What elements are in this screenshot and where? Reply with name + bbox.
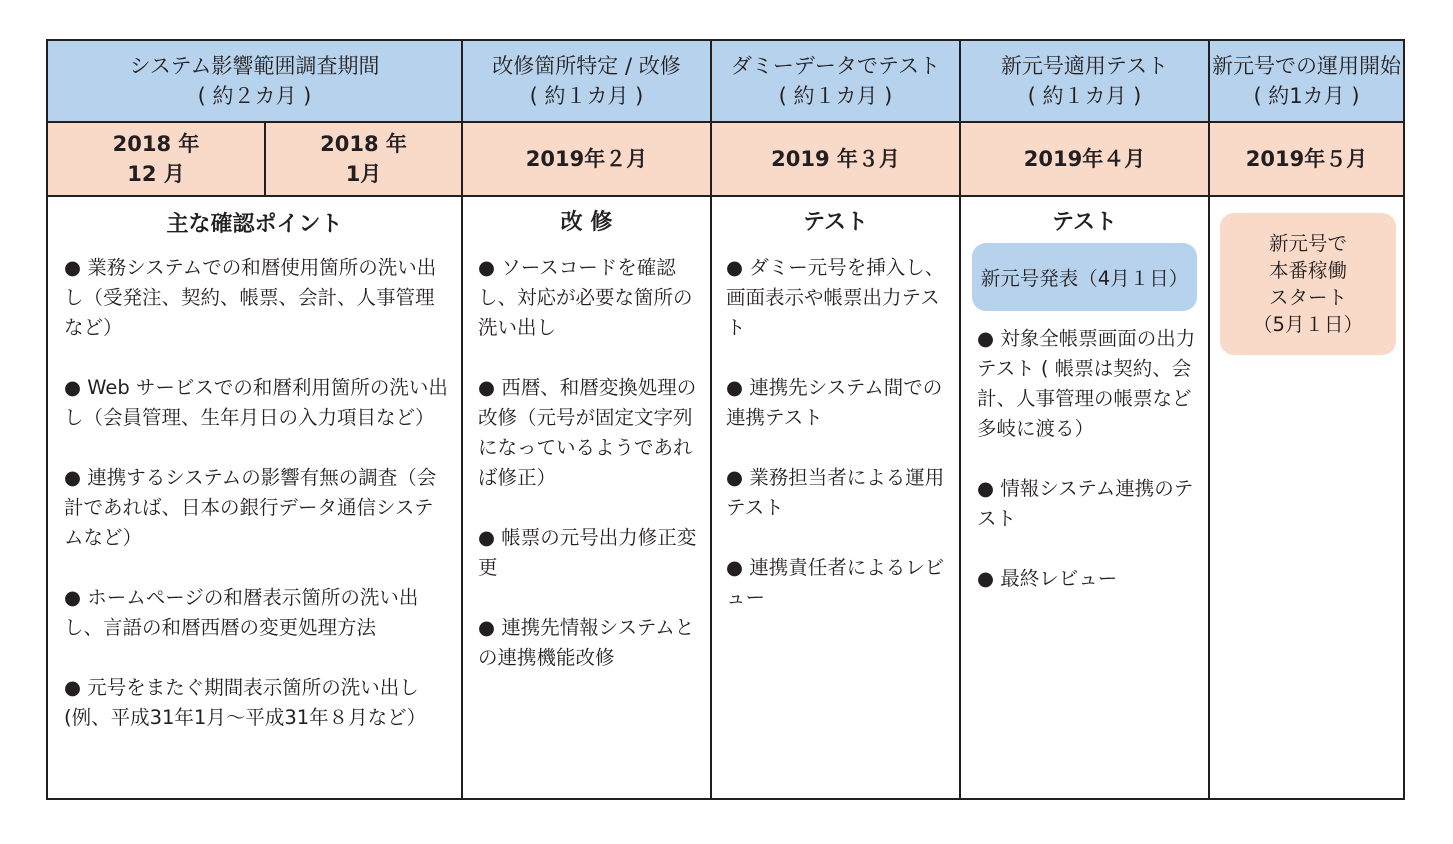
date-label: 2019 年３月 (771, 147, 900, 171)
list-item: ● 連携先情報システムとの連携機能改修 (478, 613, 702, 673)
list-item: ● 西暦、和暦変換処理の改修（元号が固定文字列になっているようであれば修正） (478, 373, 702, 493)
list-item: ● 連携するシステムの影響有無の調査（会計であれば、日本の銀行データ通信システムなど） (64, 463, 452, 553)
list-item: ● 対象全帳票画面の出力テスト ( 帳票は契約、会計、人事管理の帳票など多岐に渡る） (977, 324, 1203, 444)
header-cell-modify (463, 41, 710, 121)
list-item: ● 最終レビュー (977, 564, 1203, 594)
header-duration: ( 約１カ月 ) (778, 84, 893, 108)
schedule-table (46, 39, 1405, 800)
header-title: 改修箇所特定 / 改修 (492, 54, 681, 78)
column-title-check-points: 主な確認ポイント (166, 212, 343, 237)
list-item: ● ダミー元号を挿入し、画面表示や帳票出力テスト (726, 253, 952, 343)
list-item: ● 業務担当者による運用テスト (726, 463, 952, 523)
date-year: 2018 年 (112, 132, 200, 156)
header-title: システム影響範囲調査期間 (129, 54, 380, 78)
list-item: ● 元号をまたぐ期間表示箇所の洗い出し(例、平成31年1月～平成31年８月など） (64, 673, 452, 733)
date-cell-feb-2019 (463, 123, 710, 195)
date-month: 1月 (345, 162, 382, 186)
list-item: ● Web サービスでの和暦利用箇所の洗い出し（会員管理、生年月日の入力項目など） (64, 373, 452, 433)
header-title: 新元号での運用開始 (1212, 54, 1401, 78)
badge-line: スタート (1268, 286, 1347, 309)
date-cell-dec-2018 (48, 123, 264, 195)
column-title-modify: 改 修 (560, 210, 613, 235)
modify-list (478, 253, 702, 703)
list-item: ● ホームページの和暦表示箇所の洗い出し、言語の和暦西暦の変更処理方法 (64, 583, 452, 643)
badge-line: （5月１日） (1253, 313, 1363, 336)
badge-line: 本番稼働 (1268, 259, 1347, 282)
list-item: ● 業務システムでの和暦使用箇所の洗い出し（受発注、契約、帳票、会計、人事管理など） (64, 253, 452, 343)
header-cell-dummy-test (712, 41, 959, 121)
new-era-test-list (977, 324, 1203, 624)
dummy-test-list (726, 253, 952, 643)
date-label: 2019年４月 (1023, 147, 1146, 171)
badge-line: 新元号で (1268, 232, 1347, 255)
header-duration: ( 約１カ月 ) (1027, 84, 1142, 108)
list-item: ● ソースコードを確認し、対応が必要な箇所の洗い出し (478, 253, 702, 343)
header-cell-new-era-test (961, 41, 1208, 121)
header-duration: ( 約１カ月 ) (529, 84, 644, 108)
header-duration: ( 約1カ月 ) (1253, 84, 1360, 108)
header-title: ダミーデータでテスト (730, 54, 941, 78)
column-title-dummy-test: テスト (802, 210, 869, 235)
header-duration: ( 約２カ月 ) (197, 84, 312, 108)
check-points-list (64, 253, 452, 763)
date-label: 2019年２月 (525, 147, 648, 171)
announcement-badge: 新元号発表（4月１日） (972, 243, 1197, 311)
go-live-badge (1220, 213, 1396, 355)
header-cell-operation-start (1210, 41, 1403, 121)
date-cell-mar-2019 (712, 123, 959, 195)
header-title: 新元号適用テスト (1000, 54, 1169, 78)
date-divider (48, 195, 1403, 197)
date-month: 12 月 (127, 162, 185, 186)
column-title-new-era-test: テスト (1051, 210, 1118, 235)
date-cell-apr-2019 (961, 123, 1208, 195)
list-item: ● 連携先システム間での連携テスト (726, 373, 952, 433)
list-item: ● 帳票の元号出力修正変更 (478, 523, 702, 583)
date-cell-may-2019 (1210, 123, 1403, 195)
date-label: 2019年５月 (1245, 147, 1368, 171)
list-item: ● 情報システム連携のテスト (977, 474, 1203, 534)
date-year: 2018 年 (320, 132, 407, 156)
list-item: ● 連携責任者によるレビュー (726, 553, 952, 613)
header-cell-survey (48, 41, 461, 121)
date-cell-jan (266, 123, 461, 195)
